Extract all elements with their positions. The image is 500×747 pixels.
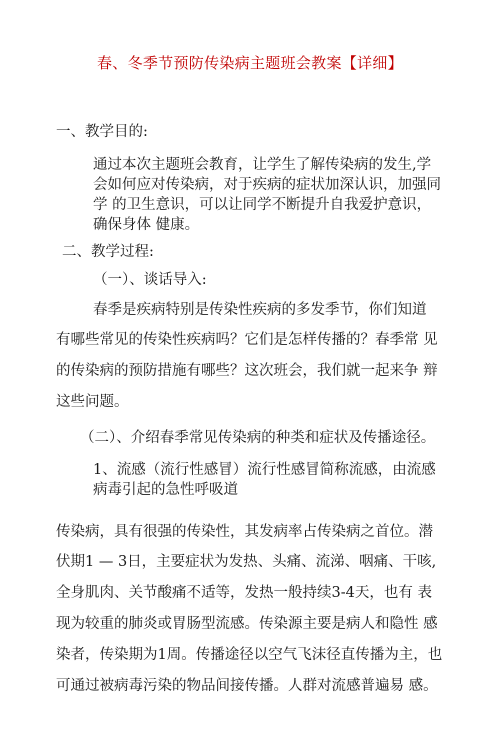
document-title: 春、冬季节预防传染病主题班会教案【详细】 — [96, 54, 403, 72]
intro-line: 的传染病的预防措施有哪些？这次班会，我们就一起来争 辩 — [56, 363, 438, 379]
intro-line: 有哪些常见的传染性疾病吗？它们是怎样传播的？春季常 见 — [56, 332, 438, 348]
body-line: 现为较重的肺炎或胃肠型流感。传染源主要是病人和隐性 感 — [56, 616, 438, 632]
body-line: 染者，传染期为1周。传播途径以空气飞沫径直传播为主，也 — [56, 647, 443, 663]
body-line: 传染病，具有很强的传染性，其发病率占传染病之首位。潜 — [56, 524, 433, 540]
subsection-heading-intro: （一）、谈话导入: — [93, 272, 207, 288]
intro-line: 这些问题。 — [56, 394, 129, 410]
subsection-heading-diseases: （二）、介绍春季常见传染病的种类和症状及传播途径。 — [80, 430, 436, 446]
objective-line: 通过本次主题班会教育，让学生了解传染病的发生,学 — [93, 157, 432, 173]
flu-line: 1、流感（流行性感冒）流行性感冒简称流感，由流感 — [93, 462, 436, 478]
intro-line: 春季是疾病特别是传染性疾病的多发季节，你们知道 — [93, 302, 427, 318]
objective-line: 学 的卫生意识，可以让同学不断提升自我爱护意识， — [93, 197, 432, 213]
body-line: 伏期1 — 3日，主要症状为发热、头痛、流涕、咽痛、干咳, — [56, 554, 437, 570]
body-line: 可通过被病毒污染的物品间接传播。人群对流感普遍易 感。 — [56, 678, 438, 694]
flu-line: 病毒引起的急性呼吸道 — [93, 482, 238, 498]
body-line: 全身肌肉、关节酸痛不适等，发热一般持续3-4天，也有 表 — [56, 585, 432, 601]
objective-line: 确保身体 健康。 — [93, 217, 200, 233]
section-heading-process: 二、教学过程: — [62, 244, 154, 260]
section-heading-objectives: 一、教学目的: — [56, 124, 148, 140]
objective-line: 会如何应对传染病，对于疾病的症状加深认识，加强同 — [93, 177, 441, 193]
